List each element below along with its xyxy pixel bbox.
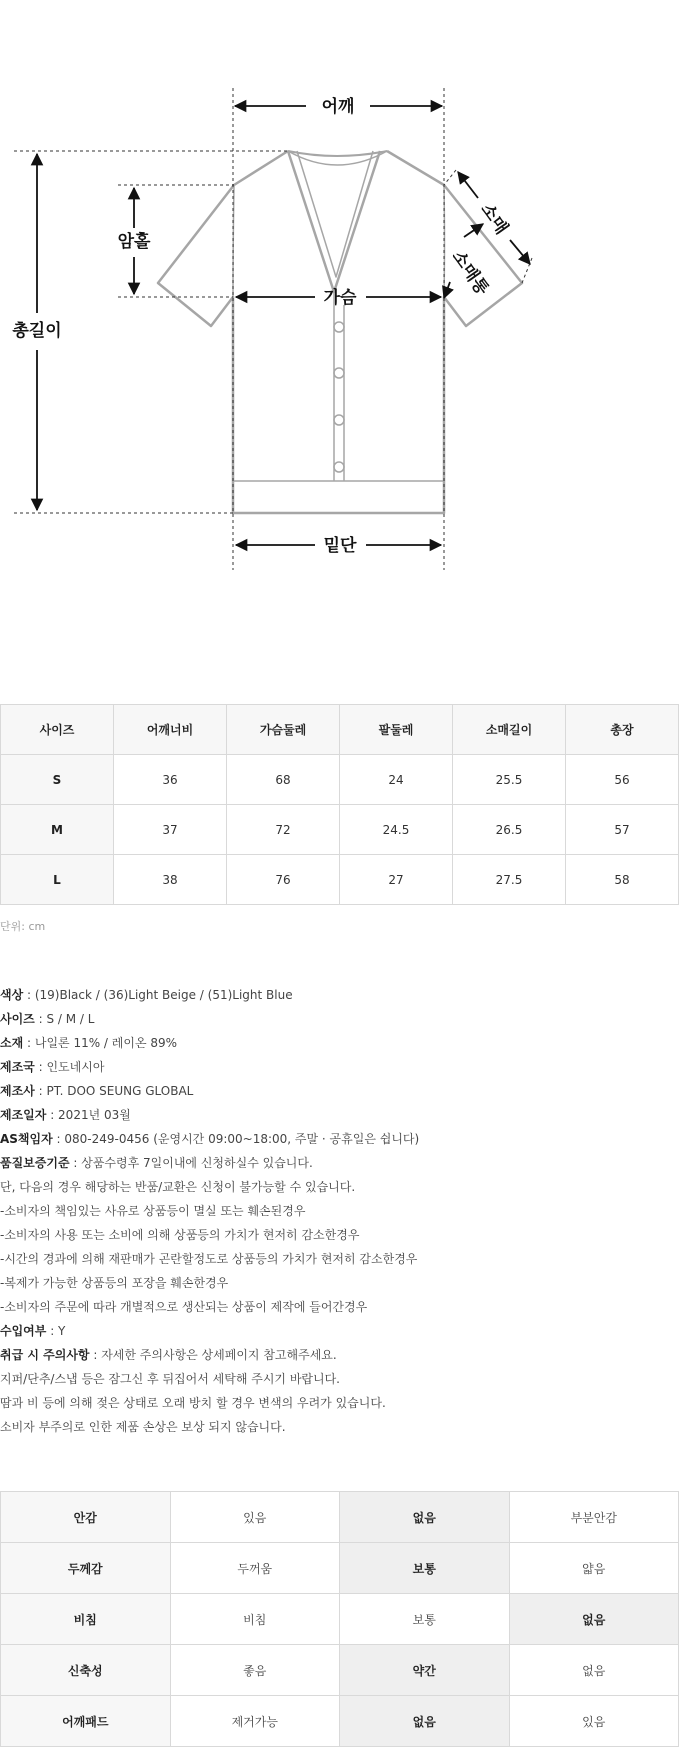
info-value: : 자세한 주의사항은 상세페이지 참고해주세요. [89,1348,337,1362]
info-value: : Y [46,1324,66,1338]
info-value: : PT. DOO SEUNG GLOBAL [34,1084,194,1098]
armhole-label: 암홀 [117,232,151,252]
shoulder-width-header: 어깨너비 [114,705,227,755]
info-line [0,1271,680,1295]
fabric-row-sheerness [1,1594,679,1645]
shoulder-label: 어깨 [321,97,355,117]
fabric-option: 약간 [340,1645,510,1696]
info-line [0,1343,680,1367]
info-line [0,1175,680,1199]
info-label: AS책임자 [0,1132,53,1146]
info-value: : 080-249-0456 (운영시간 09:00~18:00, 주말 · 공휴일은 쉽니다) [52,1132,420,1146]
size-table [0,704,679,905]
info-line [0,983,680,1007]
size-cell: S [1,755,114,805]
table-cell: 68 [227,755,340,805]
fabric-option: 제거가능 [170,1696,340,1747]
info-line [0,1247,680,1271]
fabric-option: 부분안감 [509,1492,679,1543]
info-label: 제조일자 [0,1108,47,1122]
table-cell: 26.5 [453,805,566,855]
info-value: : (19)Black / (36)Light Beige / (51)Light Blue [23,988,293,1002]
table-row [1,855,679,905]
info-value: : 상품수령후 7일이내에 신청하실수 있습니다. [69,1156,313,1170]
info-label: 취급 시 주의사항 [0,1348,90,1362]
chest-label: 가슴 [323,288,357,308]
info-line [0,1031,680,1055]
info-value: -소비자의 책임있는 사유로 상품등이 멸실 또는 훼손된경우 [0,1204,306,1218]
chest-header: 가슴둘레 [227,705,340,755]
info-value: : S / M / L [34,1012,95,1026]
unit-note: 단위: cm [0,920,46,933]
total-length-label: 총길이 [12,321,62,341]
info-value: 단, 다음의 경우 해당하는 반품/교환은 신청이 불가능할 수 있습니다. [0,1180,356,1194]
product-info [0,983,680,1439]
table-cell: 37 [114,805,227,855]
info-value: -복제가 가능한 상품등의 포장을 훼손한경우 [0,1276,229,1290]
fabric-option: 있음 [170,1492,340,1543]
table-cell: 24.5 [340,805,453,855]
info-value: 소비자 부주의로 인한 제품 손상은 보상 되지 않습니다. [0,1420,286,1434]
info-line [0,1055,680,1079]
sleeve-width-label: 소매통 [447,247,493,299]
size-cell: M [1,805,114,855]
measure-arrows [37,106,530,545]
fabric-option: 보통 [340,1543,510,1594]
info-label: 제조사 [0,1084,35,1098]
info-label: 품질보증기준 [0,1156,70,1170]
total-length-header: 총장 [566,705,679,755]
info-line [0,1127,680,1151]
table-cell: 36 [114,755,227,805]
fabric-option: 없음 [509,1594,679,1645]
info-line [0,1319,680,1343]
table-cell: 27 [340,855,453,905]
fabric-row-lining [1,1492,679,1543]
fabric-option: 있음 [509,1696,679,1747]
info-line [0,1391,680,1415]
table-row [1,755,679,805]
fabric-row-label: 두께감 [1,1543,171,1594]
size-guide-diagram [0,0,680,600]
table-cell: 27.5 [453,855,566,905]
info-line [0,1295,680,1319]
info-line [0,1367,680,1391]
info-line [0,1007,680,1031]
info-label: 수입여부 [0,1324,47,1338]
fabric-option: 두꺼움 [170,1543,340,1594]
info-line [0,1415,680,1439]
fabric-row-label: 어깨패드 [1,1696,171,1747]
table-cell: 25.5 [453,755,566,805]
info-line [0,1199,680,1223]
fabric-row-shoulder-pad [1,1696,679,1747]
info-value: : 나일론 11% / 레이온 89% [23,1036,178,1050]
info-line [0,1223,680,1247]
fabric-option: 보통 [340,1594,510,1645]
table-cell: 58 [566,855,679,905]
fabric-option: 없음 [509,1645,679,1696]
info-label: 색상 [0,988,24,1002]
info-label: 소재 [0,1036,24,1050]
fabric-property-table [0,1491,679,1747]
sleeve-length-header: 소매길이 [453,705,566,755]
table-cell: 38 [114,855,227,905]
size-cell: L [1,855,114,905]
table-cell: 72 [227,805,340,855]
fabric-row-stretch [1,1645,679,1696]
size-header: 사이즈 [1,705,114,755]
info-label: 제조국 [0,1060,35,1074]
fabric-option: 얇음 [509,1543,679,1594]
size-table-header-row [1,705,679,755]
sleeve-label: 소매 [476,199,512,239]
info-line [0,1151,680,1175]
fabric-option: 비침 [170,1594,340,1645]
sleeve-arrow-down [510,240,530,264]
table-cell: 76 [227,855,340,905]
info-value: -소비자의 주문에 따라 개별적으로 생산되는 상품이 제작에 들어간경우 [0,1300,368,1314]
info-value: : 인도네시아 [34,1060,105,1074]
fabric-option: 좋음 [170,1645,340,1696]
hem-label: 밑단 [323,536,357,556]
table-cell: 57 [566,805,679,855]
cardigan-illustration [158,151,522,513]
fabric-row-label: 비침 [1,1594,171,1645]
fabric-row-thickness [1,1543,679,1594]
table-cell: 56 [566,755,679,805]
info-value: -소비자의 사용 또는 소비에 의해 상품등의 가치가 현저히 감소한경우 [0,1228,360,1242]
arm-circumference-header: 팔둘레 [340,705,453,755]
info-value: 지퍼/단추/스냅 등은 잠그신 후 뒤집어서 세탁해 주시기 바랍니다. [0,1372,340,1386]
fabric-row-label: 신축성 [1,1645,171,1696]
info-value: : 2021년 03월 [46,1108,131,1122]
fabric-row-label: 안감 [1,1492,171,1543]
fabric-option: 없음 [340,1696,510,1747]
info-line [0,1103,680,1127]
table-cell: 24 [340,755,453,805]
info-value: -시간의 경과에 의해 재판매가 곤란할정도로 상품등의 가치가 현저히 감소한경우 [0,1252,418,1266]
sleeve-arrow-up [458,172,478,198]
info-label: 사이즈 [0,1012,35,1026]
fabric-option: 없음 [340,1492,510,1543]
table-row [1,805,679,855]
info-line [0,1079,680,1103]
info-value: 땀과 비 등에 의해 젖은 상태로 오래 방치 할 경우 변색의 우려가 있습니다. [0,1396,386,1410]
